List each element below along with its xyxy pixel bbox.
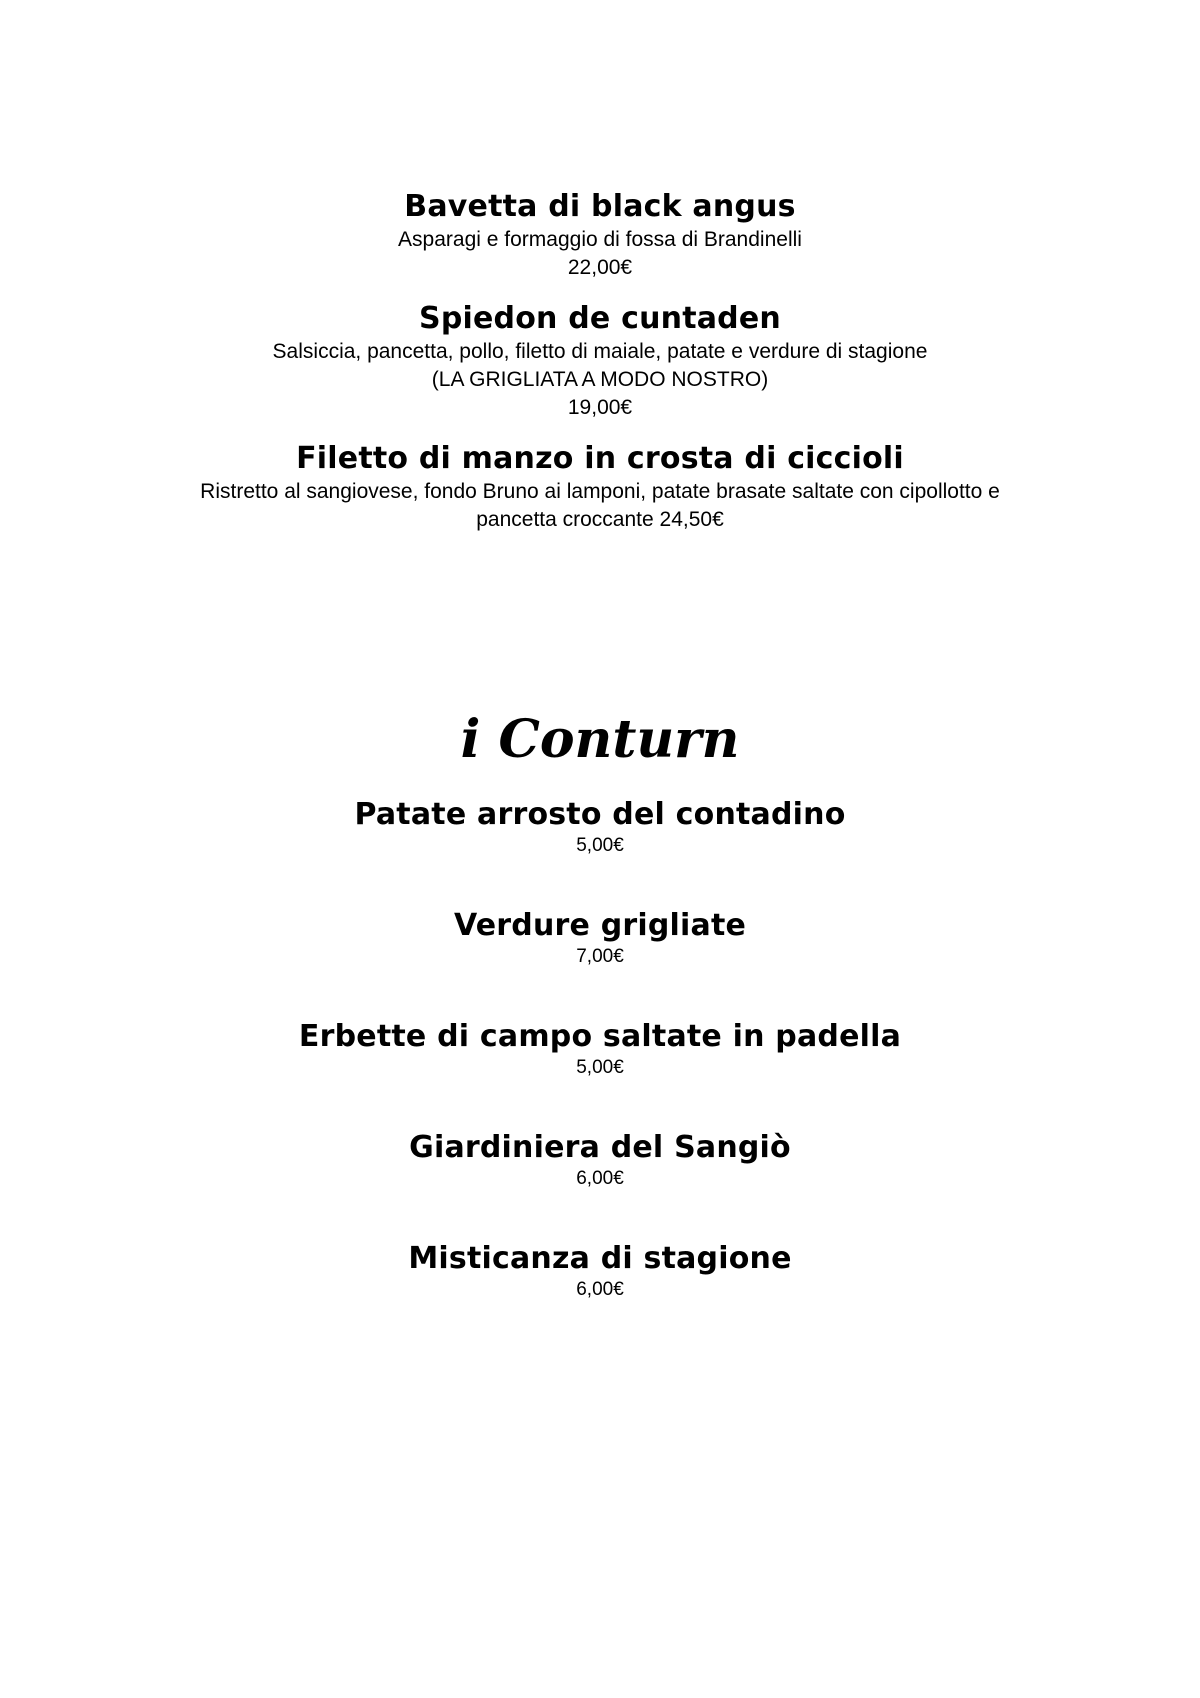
side-item-title: Misticanza di stagione [408, 1241, 792, 1276]
side-item [100, 1018, 1100, 1129]
menu-item [100, 440, 1100, 534]
side-item-price: 5,00€ [576, 835, 624, 856]
menu-item-price: 22,00€ [567, 256, 633, 279]
side-item-price: 5,00€ [576, 1057, 624, 1078]
menu-item [100, 300, 1100, 422]
sides-section-heading: i Conturn [460, 709, 740, 770]
side-dishes-section [100, 796, 1100, 1351]
side-item [100, 796, 1100, 907]
side-item-price: 6,00€ [576, 1168, 624, 1189]
menu-item-description: Salsiccia, pancetta, pollo, filetto di maiale, patate e verdure di stagione [272, 340, 928, 363]
menu-item-description: Asparagi e formaggio di fossa di Brandinelli [398, 228, 802, 251]
side-item [100, 1129, 1100, 1240]
side-item-price: 6,00€ [576, 1279, 624, 1300]
menu-item-title: Bavetta di black angus [404, 189, 796, 224]
main-dishes-section [100, 188, 1100, 552]
side-item-title: Verdure grigliate [453, 908, 747, 943]
menu-item-title: Filetto di manzo in crosta di ciccioli [296, 441, 904, 476]
menu-item-description-line-2: (LA GRIGLIATA A MODO NOSTRO) [431, 368, 769, 391]
side-item [100, 907, 1100, 1018]
side-item-title: Giardiniera del Sangiò [409, 1130, 791, 1165]
side-item-title: Patate arrosto del contadino [354, 797, 846, 832]
menu-item-description: Ristretto al sangiovese, fondo Bruno ai lamponi, patate brasate saltate con cipollotto e [200, 480, 1000, 503]
side-item-title: Erbette di campo saltate in padella [298, 1019, 902, 1054]
side-item-price: 7,00€ [576, 946, 624, 967]
menu-item-description-line-2: pancetta croccante 24,50€ [476, 508, 724, 531]
menu-item-price: 19,00€ [567, 396, 633, 419]
menu-item-title: Spiedon de cuntaden [419, 301, 781, 336]
side-item [100, 1240, 1100, 1351]
menu-item [100, 188, 1100, 282]
